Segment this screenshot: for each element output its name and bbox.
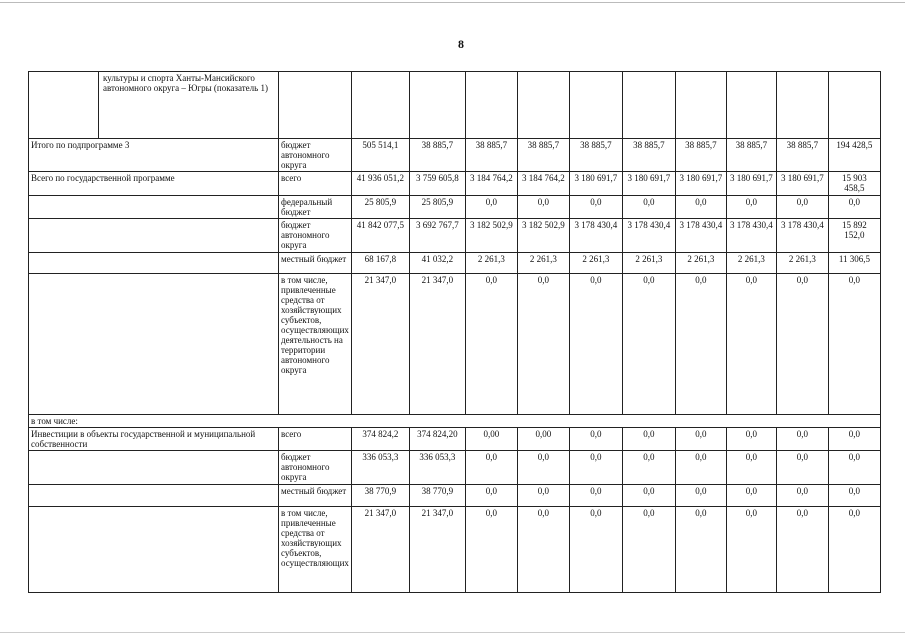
value-cell: 0,0 (569, 451, 622, 485)
value-cell: 0,0 (776, 428, 828, 451)
value-cell: 38 885,7 (675, 139, 726, 172)
value-cell: 336 053,3 (351, 451, 409, 485)
value-cell: 68 167,8 (351, 253, 409, 274)
value-cell: 0,0 (675, 485, 726, 507)
value-cell: 3 692 767,7 (409, 219, 465, 253)
value-cell: 3 180 691,7 (726, 172, 776, 196)
table-cell (351, 72, 409, 139)
value-cell: 0,0 (569, 428, 622, 451)
value-cell: 0,0 (517, 196, 569, 219)
value-cell: 21 347,0 (351, 507, 409, 593)
value-cell: 3 184 764,2 (517, 172, 569, 196)
program-funding-table (28, 71, 881, 593)
value-cell: 0,0 (726, 451, 776, 485)
value-cell: 0,0 (828, 507, 880, 593)
program-name-cell: Инвестиции в объекты государственной и муниципальной собственности (29, 428, 279, 451)
value-cell: 336 053,3 (409, 451, 465, 485)
value-cell: 0,0 (465, 274, 517, 415)
value-cell: 2 261,3 (726, 253, 776, 274)
value-cell: 0,0 (776, 507, 828, 593)
value-cell: 41 842 077,5 (351, 219, 409, 253)
program-name-cell (29, 451, 279, 485)
table-cell (279, 72, 352, 139)
value-cell: 0,0 (569, 274, 622, 415)
value-cell: 0,0 (828, 485, 880, 507)
value-cell: 38 885,7 (776, 139, 828, 172)
value-cell: 0,00 (517, 428, 569, 451)
value-cell: 0,0 (465, 451, 517, 485)
value-cell: 3 178 430,4 (675, 219, 726, 253)
value-cell: 3 184 764,2 (465, 172, 517, 196)
value-cell: 3 178 430,4 (569, 219, 622, 253)
table-row (29, 428, 881, 451)
value-cell: 15 892 152,0 (828, 219, 880, 253)
value-cell: 3 759 605,8 (409, 172, 465, 196)
table-row (29, 451, 881, 485)
value-cell: 25 805,9 (351, 196, 409, 219)
scan-edge-bottom (0, 632, 905, 633)
value-cell: 0,0 (622, 485, 675, 507)
value-cell: 3 182 502,9 (465, 219, 517, 253)
value-cell: 0,0 (465, 485, 517, 507)
value-cell: 0,0 (828, 274, 880, 415)
value-cell: 3 178 430,4 (726, 219, 776, 253)
table-row (29, 507, 881, 593)
scan-edge-top (0, 2, 905, 3)
table-row (29, 139, 881, 172)
value-cell: 3 180 691,7 (675, 172, 726, 196)
table-cell (726, 72, 776, 139)
value-cell: 0,0 (675, 428, 726, 451)
program-name-cell (29, 274, 279, 415)
value-cell: 2 261,3 (776, 253, 828, 274)
value-cell: 3 180 691,7 (622, 172, 675, 196)
value-cell: 0,0 (622, 274, 675, 415)
value-cell: 38 770,9 (351, 485, 409, 507)
table-cell (465, 72, 517, 139)
value-cell: 2 261,3 (465, 253, 517, 274)
value-cell: 0,0 (517, 507, 569, 593)
value-cell: 0,0 (726, 507, 776, 593)
value-cell: 0,0 (622, 196, 675, 219)
funding-source-cell: бюджет автономного округа (279, 451, 352, 485)
page-number: 8 (458, 37, 464, 51)
value-cell: 25 805,9 (409, 196, 465, 219)
funding-source-cell: бюджет автономного округа (279, 219, 352, 253)
value-cell: 3 178 430,4 (776, 219, 828, 253)
table-cell (517, 72, 569, 139)
value-cell: 0,0 (675, 507, 726, 593)
program-name-cell: Всего по государственной программе (29, 172, 279, 196)
value-cell: 0,0 (517, 485, 569, 507)
value-cell: 11 306,5 (828, 253, 880, 274)
value-cell: 505 514,1 (351, 139, 409, 172)
value-cell: 0,0 (776, 485, 828, 507)
value-cell: 0,00 (465, 428, 517, 451)
value-cell: 3 182 502,9 (517, 219, 569, 253)
value-cell: 41 032,2 (409, 253, 465, 274)
value-cell: 0,0 (828, 196, 880, 219)
value-cell: 0,0 (465, 196, 517, 219)
funding-source-cell: в том числе, привлеченные средства от хозяйствующих субъектов, осуществляющих деятельность на территории автономного округа (279, 274, 352, 415)
value-cell: 2 261,3 (622, 253, 675, 274)
value-cell: 21 347,0 (409, 274, 465, 415)
value-cell: 0,0 (726, 274, 776, 415)
table-row-continuation (29, 72, 881, 139)
funding-source-cell: местный бюджет (279, 253, 352, 274)
value-cell: 0,0 (675, 451, 726, 485)
program-name-cell (29, 253, 279, 274)
value-cell: 21 347,0 (409, 507, 465, 593)
funding-source-cell: бюджет автономного округа (279, 139, 352, 172)
funding-source-cell: всего (279, 428, 352, 451)
value-cell: 0,0 (776, 196, 828, 219)
value-cell: 3 180 691,7 (569, 172, 622, 196)
section-label: в том числе: (29, 415, 881, 428)
program-name-cell (29, 485, 279, 507)
funding-source-cell: федеральный бюджет (279, 196, 352, 219)
table-row (29, 485, 881, 507)
table-cell (29, 72, 99, 139)
table-row (29, 274, 881, 415)
value-cell: 0,0 (776, 274, 828, 415)
value-cell: 15 903 458,5 (828, 172, 880, 196)
value-cell: 0,0 (622, 507, 675, 593)
value-cell: 374 824,20 (409, 428, 465, 451)
table-body (29, 72, 881, 593)
value-cell: 0,0 (828, 428, 880, 451)
value-cell: 0,0 (569, 196, 622, 219)
table-cell (409, 72, 465, 139)
table-row (29, 219, 881, 253)
table-row (29, 172, 881, 196)
program-name-cell: Итого по подпрограмме 3 (29, 139, 279, 172)
value-cell: 374 824,2 (351, 428, 409, 451)
program-name-cell (29, 219, 279, 253)
value-cell: 21 347,0 (351, 274, 409, 415)
value-cell: 3 180 691,7 (776, 172, 828, 196)
program-name-cell (29, 196, 279, 219)
value-cell: 2 261,3 (569, 253, 622, 274)
value-cell: 194 428,5 (828, 139, 880, 172)
value-cell: 0,0 (675, 274, 726, 415)
table-cell (776, 72, 828, 139)
value-cell: 0,0 (776, 451, 828, 485)
value-cell: 38 885,7 (726, 139, 776, 172)
funding-source-cell: в том числе, привлеченные средства от хозяйствующих субъектов, осуществляющих (279, 507, 352, 593)
program-name-cell (29, 507, 279, 593)
table-cell (828, 72, 880, 139)
table-cell (569, 72, 622, 139)
value-cell: 0,0 (675, 196, 726, 219)
value-cell: 3 178 430,4 (622, 219, 675, 253)
value-cell: 38 885,7 (569, 139, 622, 172)
value-cell: 0,0 (517, 274, 569, 415)
value-cell: 38 885,7 (517, 139, 569, 172)
value-cell: 38 885,7 (622, 139, 675, 172)
table-row (29, 196, 881, 219)
table-cell (675, 72, 726, 139)
value-cell: 38 885,7 (465, 139, 517, 172)
value-cell: 0,0 (465, 507, 517, 593)
table-row (29, 253, 881, 274)
value-cell: 0,0 (726, 485, 776, 507)
value-cell: 2 261,3 (675, 253, 726, 274)
section-row (29, 415, 881, 428)
value-cell: 0,0 (517, 451, 569, 485)
table-cell (622, 72, 675, 139)
value-cell: 0,0 (569, 507, 622, 593)
value-cell: 0,0 (726, 196, 776, 219)
funding-source-cell: местный бюджет (279, 485, 352, 507)
value-cell: 0,0 (828, 451, 880, 485)
value-cell: 0,0 (726, 428, 776, 451)
value-cell: 2 261,3 (517, 253, 569, 274)
value-cell: 0,0 (622, 428, 675, 451)
funding-source-cell: всего (279, 172, 352, 196)
value-cell: 0,0 (569, 485, 622, 507)
value-cell: 0,0 (622, 451, 675, 485)
value-cell: 38 770,9 (409, 485, 465, 507)
value-cell: 38 885,7 (409, 139, 465, 172)
value-cell: 41 936 051,2 (351, 172, 409, 196)
program-name-cell: культуры и спорта Ханты-Мансийского автономного округа – Югры (показатель 1) (99, 72, 279, 139)
